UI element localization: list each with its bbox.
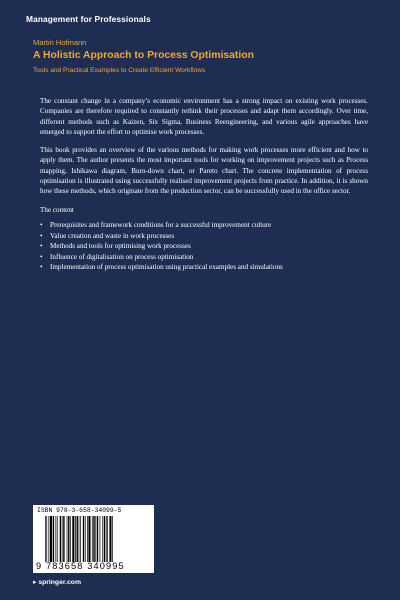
book-title: A Holistic Approach to Process Optimisation (33, 50, 254, 61)
list-item (40, 252, 368, 263)
bullet-icon: • (40, 263, 43, 272)
content-heading: The content (40, 205, 74, 214)
description (40, 96, 368, 273)
content-list (40, 220, 368, 273)
list-item-text: Influence of digitalisation on process optimisation (50, 252, 194, 261)
barcode-digits: 9 783658 340995 (36, 561, 125, 571)
list-item (40, 220, 368, 231)
author-name: Martin Hofmann (33, 38, 87, 47)
bullet-icon: • (40, 242, 43, 251)
book-subtitle: Tools and Practical Examples to Create Efficient Workflows (33, 67, 206, 74)
description-paragraph-2: This book provides an overview of the various methods for making work processes more efficient and how to apply them. The author presents the most important tools for working on improvement projects such as Process mapping, Ishikawa diagram, Burn-down chart, or Pareto chart. The concrete implementation of process optimisation is illustrated using successfully realised improvement projects from practice. In addition, it is shown how these methods, which originate from the production sector, can be successfully used in the office sector. (40, 146, 368, 196)
list-item (40, 231, 368, 242)
website-label: springer.com (38, 579, 81, 586)
arrow-icon: ▸ (33, 579, 37, 586)
bullet-icon: • (40, 252, 43, 261)
list-item (40, 241, 368, 252)
barcode-icon (45, 516, 149, 562)
list-item-text: Implementation of process optimisation using practical examples and simulations (50, 263, 283, 272)
description-paragraph-1: The constant change in a company’s economic environment has a strong impact on existing work processes. Companies are therefore required to constantly rethink their processes and adapt them accordingly. Over time, different methods such as Kaizen, Six Sigma, Business Reengineering, and various agile approaches have emerged to support the effort to optimise work processes. (40, 97, 368, 136)
list-item-text: Value creation and waste in work processes (50, 231, 175, 240)
barcode-box (33, 505, 154, 573)
isbn: ISBN 978-3-658-34099-5 (37, 507, 122, 514)
list-item-text: Methods and tools for optimising work processes (50, 242, 191, 251)
list-item (40, 262, 368, 273)
list-item-text: Prerequisites and framework conditions for a successful improvement culture (50, 220, 272, 229)
bullet-icon: • (40, 231, 43, 240)
bullet-icon: • (40, 220, 43, 229)
series-name: Management for Professionals (26, 14, 151, 24)
publisher-website[interactable] (33, 578, 81, 586)
